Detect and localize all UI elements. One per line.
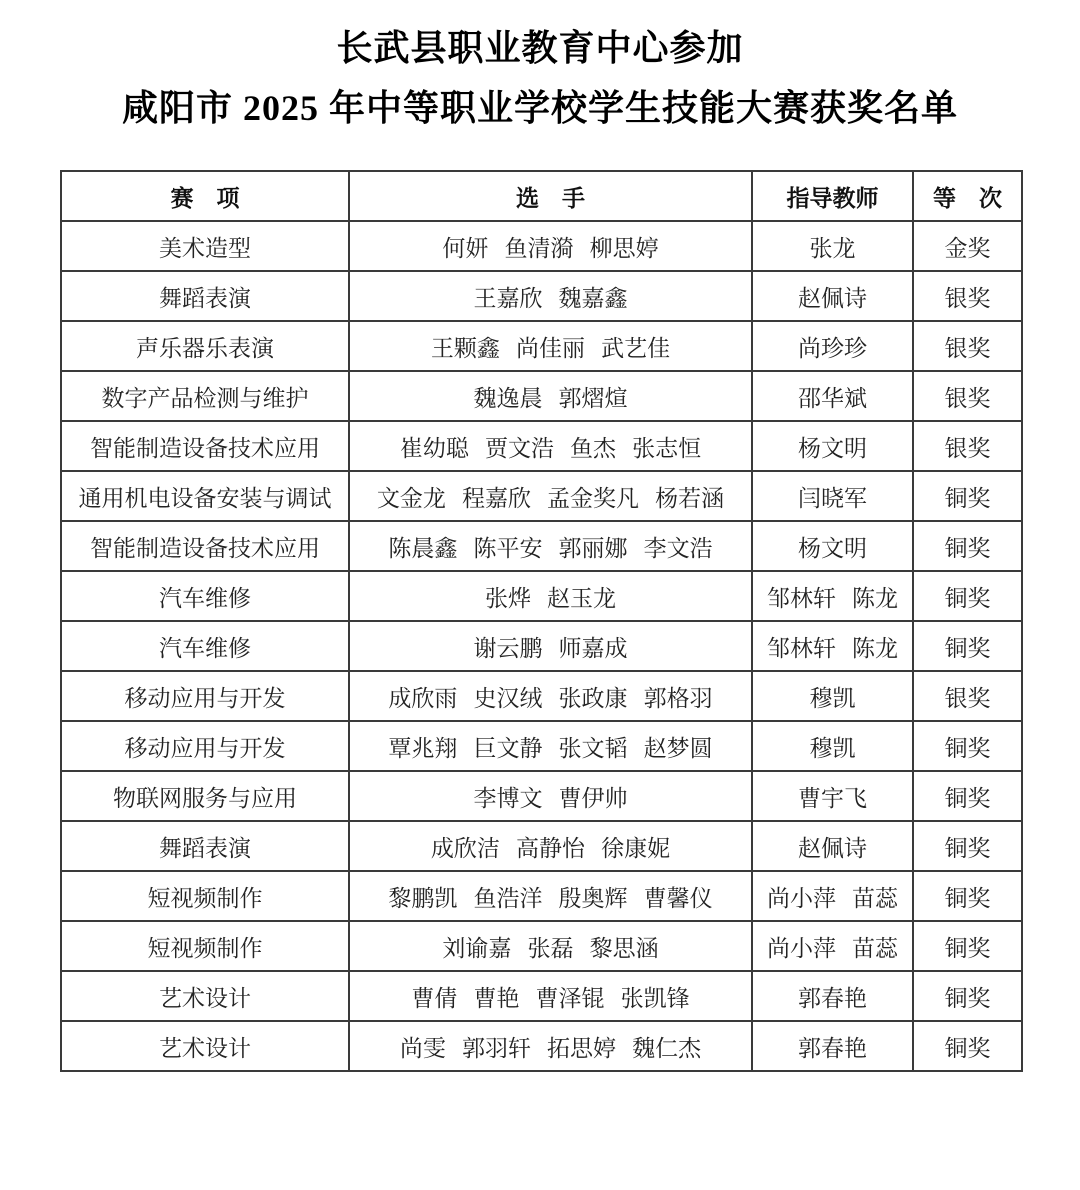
teacher-cell: 杨文明 xyxy=(752,521,913,571)
contestants-cell: 刘谕嘉 张磊 黎思涵 xyxy=(349,921,752,971)
award-cell: 银奖 xyxy=(913,321,1022,371)
header-row xyxy=(61,171,1022,221)
contestants-cell: 尚雯 郭羽轩 拓思婷 魏仁杰 xyxy=(349,1021,752,1071)
table-row xyxy=(61,921,1022,971)
award-cell: 银奖 xyxy=(913,271,1022,321)
contestants-cell: 张烨 赵玉龙 xyxy=(349,571,752,621)
award-cell: 铜奖 xyxy=(913,621,1022,671)
contestants-cell: 何妍 鱼清漪 柳思婷 xyxy=(349,221,752,271)
title-line-2: 咸阳市 2025 年中等职业学校学生技能大赛获奖名单 xyxy=(121,88,958,128)
event-cell: 汽车维修 xyxy=(61,571,349,621)
teacher-cell: 杨文明 xyxy=(752,421,913,471)
header-teacher: 指导教师 xyxy=(752,171,913,221)
event-cell: 物联网服务与应用 xyxy=(61,771,349,821)
table-row xyxy=(61,571,1022,621)
event-cell: 数字产品检测与维护 xyxy=(61,371,349,421)
table-row xyxy=(61,1021,1022,1071)
award-cell: 银奖 xyxy=(913,371,1022,421)
table-row xyxy=(61,721,1022,771)
header-award: 等 次 xyxy=(913,171,1022,221)
contestants-cell: 王嘉欣 魏嘉鑫 xyxy=(349,271,752,321)
event-cell: 短视频制作 xyxy=(61,921,349,971)
event-cell: 艺术设计 xyxy=(61,971,349,1021)
table-row xyxy=(61,621,1022,671)
title-line-1: 长武县职业教育中心参加 xyxy=(336,28,744,68)
teacher-cell: 穆凯 xyxy=(752,721,913,771)
award-cell: 铜奖 xyxy=(913,521,1022,571)
table-row xyxy=(61,371,1022,421)
teacher-cell: 郭春艳 xyxy=(752,971,913,1021)
event-cell: 移动应用与开发 xyxy=(61,671,349,721)
award-cell: 银奖 xyxy=(913,671,1022,721)
document-title xyxy=(0,0,1080,138)
award-cell: 铜奖 xyxy=(913,471,1022,521)
header-event: 赛 项 xyxy=(61,171,349,221)
teacher-cell: 邵华斌 xyxy=(752,371,913,421)
event-cell: 声乐器乐表演 xyxy=(61,321,349,371)
teacher-cell: 曹宇飞 xyxy=(752,771,913,821)
event-cell: 智能制造设备技术应用 xyxy=(61,521,349,571)
award-cell: 金奖 xyxy=(913,221,1022,271)
award-cell: 铜奖 xyxy=(913,771,1022,821)
contestants-cell: 陈晨鑫 陈平安 郭丽娜 李文浩 xyxy=(349,521,752,571)
teacher-cell: 赵佩诗 xyxy=(752,821,913,871)
event-cell: 短视频制作 xyxy=(61,871,349,921)
teacher-cell: 尚小萍 苗蕊 xyxy=(752,871,913,921)
table-row xyxy=(61,771,1022,821)
contestants-cell: 曹倩 曹艳 曹泽锟 张凯锋 xyxy=(349,971,752,1021)
contestants-cell: 李博文 曹伊帅 xyxy=(349,771,752,821)
table-row xyxy=(61,971,1022,1021)
header-contestants: 选 手 xyxy=(349,171,752,221)
teacher-cell: 郭春艳 xyxy=(752,1021,913,1071)
awards-table-body xyxy=(61,221,1022,1071)
contestants-cell: 成欣洁 高静怡 徐康妮 xyxy=(349,821,752,871)
award-cell: 铜奖 xyxy=(913,721,1022,771)
contestants-cell: 成欣雨 史汉绒 张政康 郭格羽 xyxy=(349,671,752,721)
teacher-cell: 邹林轩 陈龙 xyxy=(752,571,913,621)
event-cell: 舞蹈表演 xyxy=(61,821,349,871)
table-row xyxy=(61,271,1022,321)
teacher-cell: 闫晓军 xyxy=(752,471,913,521)
award-cell: 铜奖 xyxy=(913,871,1022,921)
table-row xyxy=(61,421,1022,471)
awards-table xyxy=(60,170,1023,1072)
event-cell: 美术造型 xyxy=(61,221,349,271)
table-row xyxy=(61,671,1022,721)
teacher-cell: 赵佩诗 xyxy=(752,271,913,321)
award-cell: 铜奖 xyxy=(913,821,1022,871)
contestants-cell: 黎鹏凯 鱼浩洋 殷奥辉 曹馨仪 xyxy=(349,871,752,921)
award-cell: 铜奖 xyxy=(913,921,1022,971)
table-row xyxy=(61,871,1022,921)
contestants-cell: 覃兆翔 巨文静 张文韬 赵梦圆 xyxy=(349,721,752,771)
award-cell: 铜奖 xyxy=(913,571,1022,621)
award-cell: 铜奖 xyxy=(913,1021,1022,1071)
event-cell: 汽车维修 xyxy=(61,621,349,671)
table-row xyxy=(61,471,1022,521)
contestants-cell: 崔幼聪 贾文浩 鱼杰 张志恒 xyxy=(349,421,752,471)
table-row xyxy=(61,821,1022,871)
table-row xyxy=(61,321,1022,371)
event-cell: 舞蹈表演 xyxy=(61,271,349,321)
event-cell: 智能制造设备技术应用 xyxy=(61,421,349,471)
event-cell: 艺术设计 xyxy=(61,1021,349,1071)
teacher-cell: 邹林轩 陈龙 xyxy=(752,621,913,671)
award-cell: 银奖 xyxy=(913,421,1022,471)
teacher-cell: 尚珍珍 xyxy=(752,321,913,371)
event-cell: 通用机电设备安装与调试 xyxy=(61,471,349,521)
awards-table-head xyxy=(61,171,1022,221)
teacher-cell: 尚小萍 苗蕊 xyxy=(752,921,913,971)
teacher-cell: 穆凯 xyxy=(752,671,913,721)
table-row xyxy=(61,521,1022,571)
event-cell: 移动应用与开发 xyxy=(61,721,349,771)
contestants-cell: 谢云鹏 师嘉成 xyxy=(349,621,752,671)
contestants-cell: 文金龙 程嘉欣 孟金奖凡 杨若涵 xyxy=(349,471,752,521)
award-cell: 铜奖 xyxy=(913,971,1022,1021)
contestants-cell: 王颗鑫 尚佳丽 武艺佳 xyxy=(349,321,752,371)
contestants-cell: 魏逸晨 郭熠煊 xyxy=(349,371,752,421)
table-row xyxy=(61,221,1022,271)
teacher-cell: 张龙 xyxy=(752,221,913,271)
